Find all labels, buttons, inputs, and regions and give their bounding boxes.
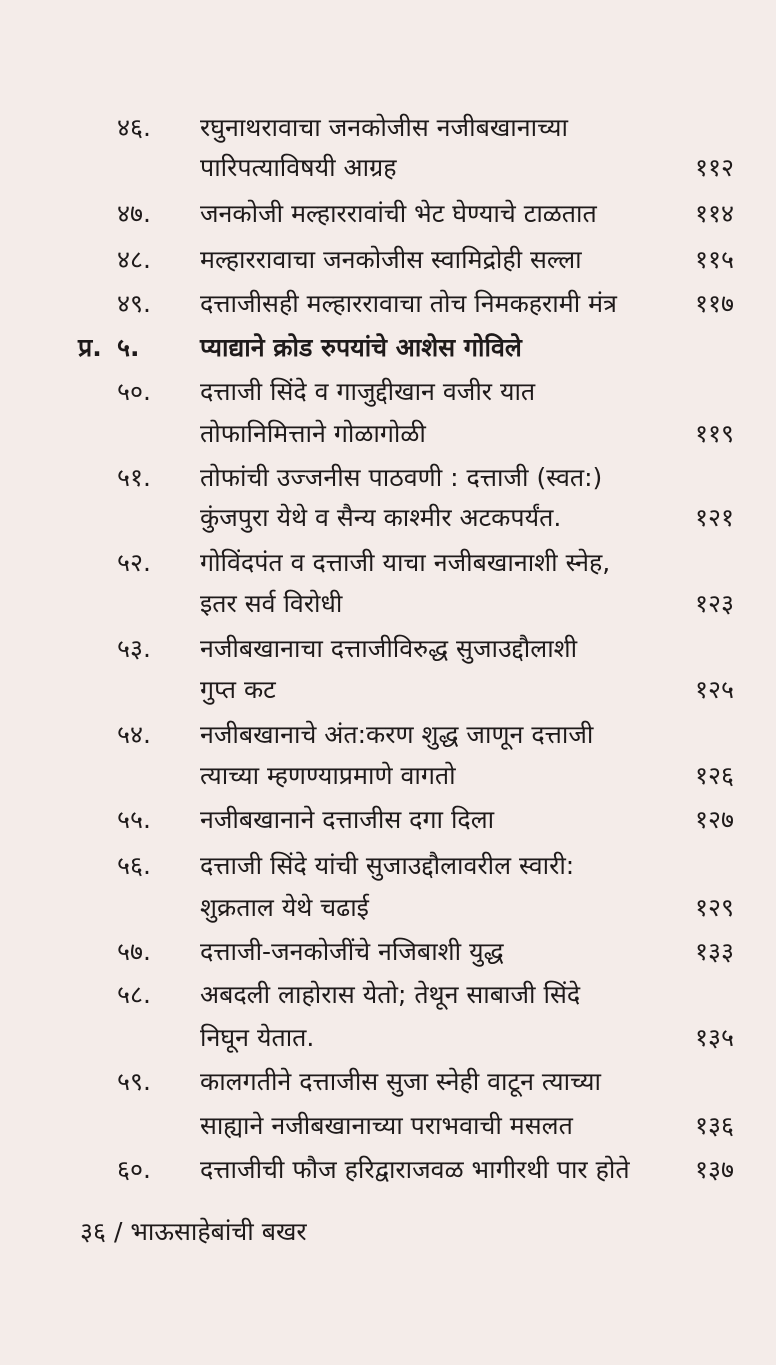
entry-title: दत्ताजीसही मल्हाररावाचा तोच निमकहरामी मंत्र <box>200 289 617 318</box>
entry-title: दत्ताजीची फौज हरिद्वाराजवळ भागीरथी पार होते <box>200 1155 630 1184</box>
toc-entry <box>0 372 776 412</box>
toc-entry <box>0 932 776 972</box>
toc-entry <box>0 715 776 755</box>
toc-entry-cont <box>0 1106 776 1146</box>
entry-page: १२३ <box>694 589 734 618</box>
entry-page: १३३ <box>694 937 734 966</box>
entry-number: ५२. <box>117 548 151 577</box>
entry-page: १२५ <box>694 675 734 704</box>
entry-number: ५०. <box>117 377 151 406</box>
entry-title: तोफानिमित्ताने गोळागोळी <box>200 419 426 448</box>
entry-title: दत्ताजी सिंदे व गाजुद्दीखान वजीर यात <box>200 377 536 406</box>
chapter-title: प्याद्याने क्रोड रुपयांचे आशेस गोविले <box>200 333 522 362</box>
entry-title: पारिपत्याविषयी आग्रह <box>200 153 397 182</box>
entry-title: इतर सर्व विरोधी <box>200 589 343 618</box>
chapter-label: प्र. <box>78 333 102 362</box>
toc-entry <box>0 194 776 234</box>
toc-entry <box>0 975 776 1015</box>
toc-entry <box>0 1150 776 1190</box>
toc-entry <box>0 800 776 840</box>
entry-title: त्याच्या म्हणण्याप्रमाणे वागतो <box>200 761 456 790</box>
toc-entry <box>0 240 776 280</box>
toc-entry <box>0 629 776 669</box>
entry-number: ६०. <box>117 1155 151 1184</box>
entry-page: ११७ <box>694 289 734 318</box>
entry-number: ५६. <box>117 851 151 880</box>
toc-entry <box>0 1062 776 1102</box>
entry-title: शुक्रताल येथे चढाई <box>200 893 369 922</box>
page-footer: ३६ / भाऊसाहेबांची बखर <box>80 1217 307 1246</box>
entry-number: ५५. <box>117 805 151 834</box>
chapter-heading <box>0 328 776 368</box>
entry-page: १२१ <box>694 503 734 532</box>
entry-number: ५१. <box>117 463 151 492</box>
entry-title: गुप्त कट <box>200 675 276 704</box>
entry-page: ११९ <box>694 419 734 448</box>
toc-entry <box>0 543 776 583</box>
toc-entry-cont <box>0 414 776 454</box>
entry-title: कुंजपुरा येथे व सैन्य काश्मीर अटकपर्यंत. <box>200 503 562 532</box>
entry-title: मल्हाररावाचा जनकोजीस स्वामिद्रोही सल्ला <box>200 245 582 274</box>
entry-number: ५८. <box>117 980 151 1009</box>
toc-entry-cont <box>0 756 776 796</box>
entry-title: अबदली लाहोरास येतो; तेथून साबाजी सिंदे <box>200 980 581 1009</box>
entry-page: ११५ <box>694 245 734 274</box>
entry-title: तोफांची उज्जनीस पाठवणी : दत्ताजी (स्वत:) <box>200 463 603 492</box>
toc-entry-cont <box>0 148 776 188</box>
entry-number: ४८. <box>117 245 151 274</box>
entry-number: ४७. <box>117 199 151 228</box>
entry-title: नजीबखानाचे अंत:करण शुद्ध जाणून दत्ताजी <box>200 720 594 749</box>
toc-entry-cont <box>0 584 776 624</box>
entry-title: कालगतीने दत्ताजीस सुजा स्नेही वाटून त्याच्या <box>200 1067 602 1096</box>
entry-title: दत्ताजी-जनकोजींचे नजिबाशी युद्ध <box>200 937 504 966</box>
chapter-number: ५. <box>117 333 140 362</box>
entry-page: १२९ <box>694 893 734 922</box>
entry-title: निघून येतात. <box>200 1023 315 1052</box>
entry-title: साह्याने नजीबखानाच्या पराभवाची मसलत <box>200 1111 573 1140</box>
toc-entry-cont <box>0 1018 776 1058</box>
entry-page: १३७ <box>694 1155 734 1184</box>
toc-entry-cont <box>0 888 776 928</box>
entry-title: नजीबखानाने दत्ताजीस दगा दिला <box>200 805 495 834</box>
toc-entry <box>0 284 776 324</box>
entry-title: दत्ताजी सिंदे यांची सुजाउद्दौलावरील स्वारी: <box>200 851 575 880</box>
entry-number: ५९. <box>117 1067 151 1096</box>
entry-number: ४९. <box>117 289 151 318</box>
entry-title: नजीबखानाचा दत्ताजीविरुद्ध सुजाउद्दौलाशी <box>200 634 578 663</box>
toc-entry <box>0 458 776 498</box>
entry-number: ५३. <box>117 634 151 663</box>
toc-entry <box>0 846 776 886</box>
entry-page: १३६ <box>694 1111 734 1140</box>
entry-page: ११४ <box>694 199 734 228</box>
entry-page: १२७ <box>694 805 734 834</box>
toc-entry-cont <box>0 498 776 538</box>
entry-page: १२६ <box>694 761 734 790</box>
entry-title: रघुनाथरावाचा जनकोजीस नजीबखानाच्या <box>200 113 568 142</box>
entry-number: ५४. <box>117 720 151 749</box>
toc-entry-cont <box>0 670 776 710</box>
entry-title: जनकोजी मल्हाररावांची भेट घेण्याचे टाळतात <box>200 199 597 228</box>
entry-page: १३५ <box>694 1023 734 1052</box>
entry-number: ५७. <box>117 937 151 966</box>
entry-title: गोविंदपंत व दत्ताजी याचा नजीबखानाशी स्नेह, <box>200 548 611 577</box>
entry-number: ४६. <box>117 113 151 142</box>
toc-entry <box>0 108 776 148</box>
entry-page: ११२ <box>694 153 734 182</box>
